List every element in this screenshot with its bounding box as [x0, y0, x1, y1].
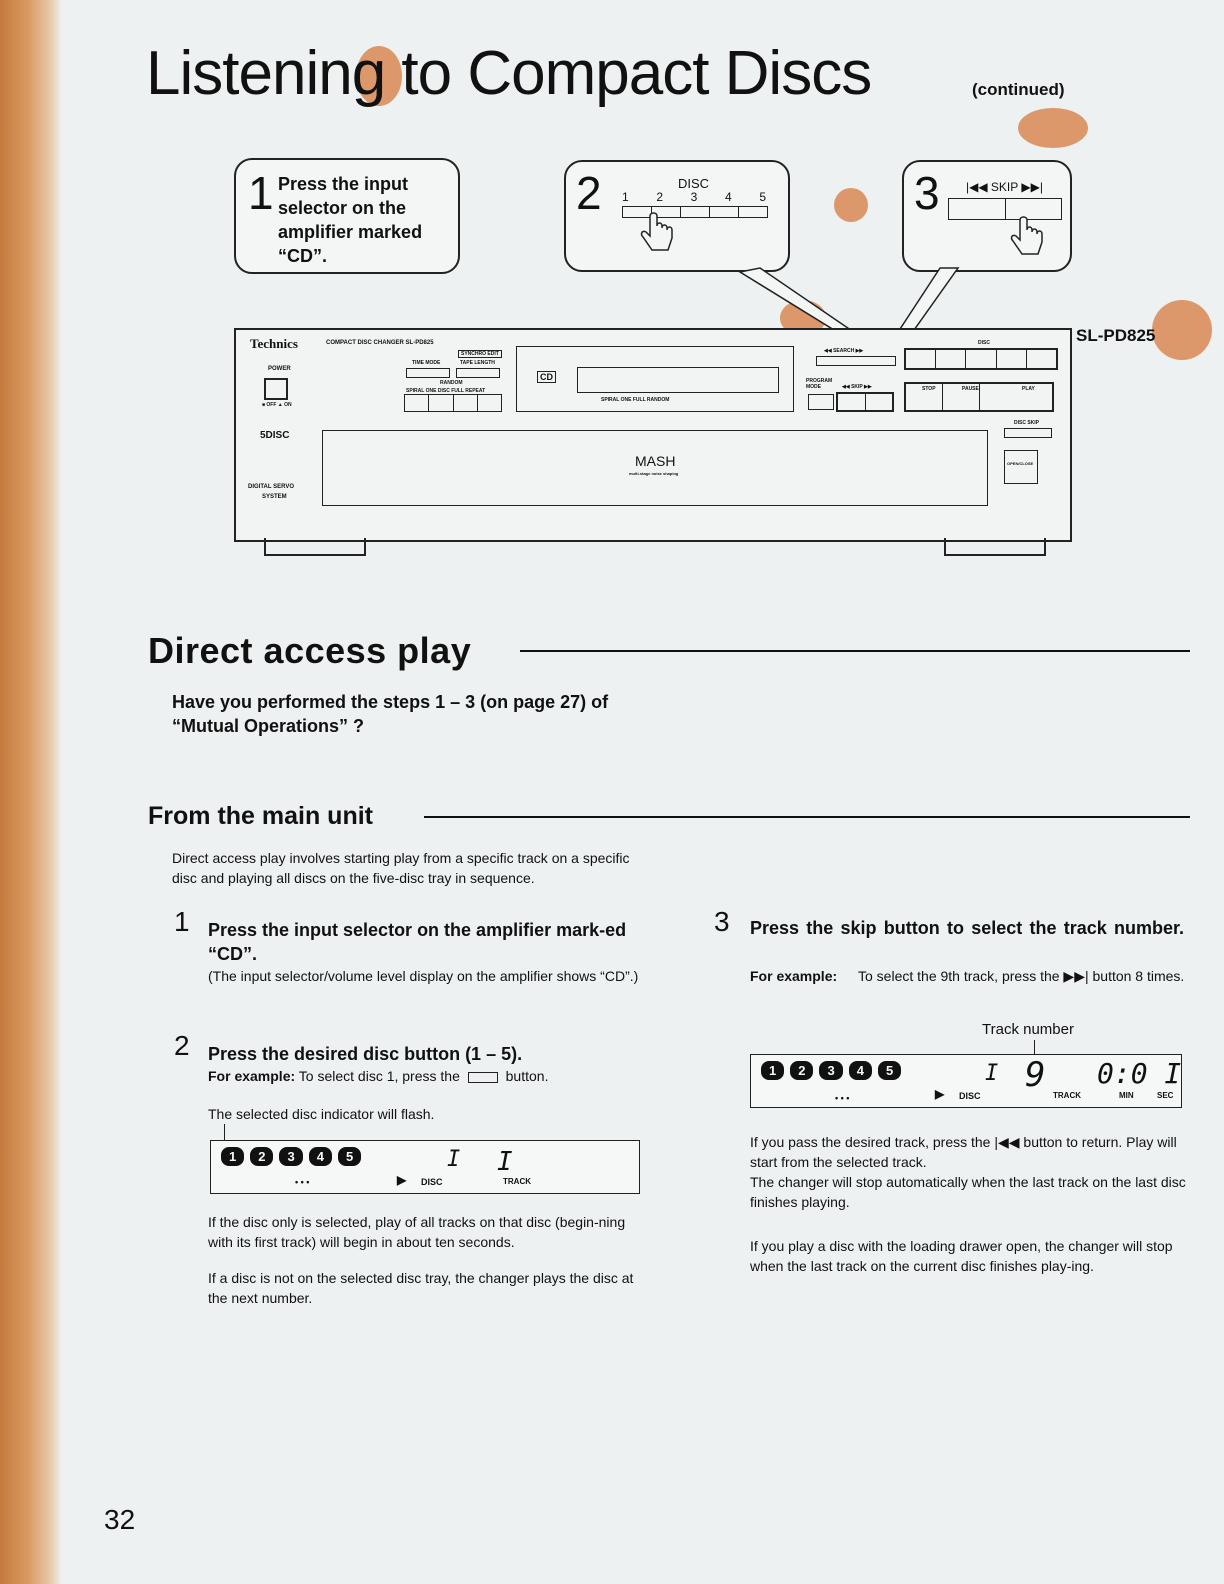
program-mode-button[interactable] [808, 394, 834, 410]
tape-length-label: TAPE LENGTH [460, 360, 495, 366]
skip-buttons[interactable] [836, 392, 894, 412]
disc-indicator: 1 [761, 1061, 784, 1080]
example-text: To select disc 1, press the [298, 1068, 460, 1084]
disc-indicator: 2 [790, 1061, 813, 1080]
example-text: To select the 9th track, press the ▶▶| button 8 times. [858, 968, 1185, 984]
step-paragraph: If a disc is not on the selected disc tray, the changer plays the disc at the next number. [208, 1270, 634, 1306]
disc-indicator-row [221, 1147, 361, 1166]
disc-digit: I [985, 1061, 999, 1086]
skip-forward-button[interactable] [866, 394, 893, 410]
disc-button-4[interactable] [997, 350, 1027, 368]
callout-number: 3 [914, 167, 940, 219]
stop-button[interactable] [906, 384, 943, 410]
disc-number: 1 [622, 190, 629, 204]
digital-servo-label: DIGITAL SERVO [248, 484, 295, 490]
search-button[interactable] [816, 356, 896, 366]
pause-button[interactable] [943, 384, 980, 410]
track-digit: 9 [1025, 1055, 1046, 1095]
example-suffix: button. [505, 1068, 549, 1084]
disc-button-2[interactable] [936, 350, 966, 368]
disc-indicator: 4 [309, 1147, 332, 1166]
track-number-label: Track number [982, 1021, 1074, 1038]
skip-back-button[interactable] [838, 394, 866, 410]
min-label: MIN [1119, 1091, 1134, 1100]
track-label: TRACK [1053, 1091, 1081, 1100]
random-label: RANDOM [440, 380, 463, 386]
tape-length-button[interactable] [456, 368, 500, 378]
disc-button-3[interactable] [966, 350, 996, 368]
stop-label: STOP [922, 386, 936, 392]
step-example [208, 1066, 648, 1086]
display-dots: • • • [295, 1177, 310, 1187]
time-mode-button[interactable] [406, 368, 450, 378]
power-button[interactable] [264, 378, 288, 400]
cd-changer-illustration [234, 328, 1072, 542]
disc-number: 4 [724, 190, 732, 204]
mash-logo: MASH [635, 453, 676, 469]
mode-button-row[interactable] [404, 394, 502, 412]
display-dots: • • • [835, 1093, 850, 1103]
pause-label: PAUSE [962, 386, 979, 392]
mode-buttons-label: SPIRAL ONE DISC FULL REPEAT [406, 388, 486, 394]
callout-text: Press the input selector on the amplifier marked “CD”. [278, 174, 423, 266]
step-number: 3 [714, 906, 730, 937]
indicator-note: The selected disc indicator will flash. [208, 1106, 435, 1122]
device-skip-label: ◀◀ SKIP ▶▶ [842, 384, 872, 390]
step-example [750, 966, 1190, 986]
step-note: (The input selector/volume level display on the amplifier shows “CD”.) [208, 968, 639, 984]
display-panel-track [750, 1054, 1182, 1108]
disc-indicator: 5 [878, 1061, 901, 1080]
disc-tray [322, 430, 988, 506]
disc-indicator: 3 [819, 1061, 842, 1080]
search-label: ◀◀ SEARCH ▶▶ [824, 348, 864, 354]
sec-label: SEC [1157, 1091, 1174, 1100]
brand-logo: Technics [250, 336, 298, 351]
disc-label: DISC [678, 176, 710, 191]
disc-indicator: 2 [250, 1147, 273, 1166]
open-close-label: OPEN/CLOSE [1007, 461, 1034, 466]
time-mode-label: TIME MODE [412, 360, 441, 366]
skip-label: SKIP [990, 180, 1019, 194]
play-indicator-icon: ▶ [397, 1173, 407, 1187]
spiral-button[interactable] [405, 395, 429, 411]
step-heading: Press the desired disc button (1 – 5). [208, 1044, 523, 1064]
open-close-button[interactable] [1004, 450, 1038, 484]
subsection-heading: From the main unit [148, 802, 373, 830]
five-disc-label: 5DISC [260, 430, 290, 441]
example-label: For example: [750, 968, 838, 984]
transport-buttons[interactable] [904, 382, 1054, 412]
subsection-heading-rule [424, 816, 1190, 818]
track-label: TRACK [503, 1177, 531, 1186]
disc-button-icon [468, 1072, 498, 1083]
disc-indicator: 3 [279, 1147, 302, 1166]
one-disc-button[interactable] [429, 395, 453, 411]
play-label: PLAY [1022, 386, 1035, 392]
disc-buttons[interactable] [904, 348, 1058, 370]
display-window [516, 346, 794, 412]
system-label: SYSTEM [262, 494, 287, 500]
disc-indicator: 5 [338, 1147, 361, 1166]
disc-indicator: 4 [849, 1061, 872, 1080]
disc-skip-button[interactable] [1004, 428, 1052, 438]
step-number: 2 [174, 1030, 190, 1061]
full-button[interactable] [454, 395, 478, 411]
display-modes-label: SPIRAL ONE FULL RANDOM [601, 397, 670, 403]
disc-number: 5 [759, 190, 766, 204]
disc-indicator-row [761, 1061, 901, 1080]
disc-skip-label: DISC SKIP [1014, 420, 1040, 426]
disc-number: 3 [690, 190, 698, 204]
step-number: 1 [174, 906, 190, 937]
display-screen [577, 367, 779, 393]
page-title: Listening to Compact Discs [146, 39, 872, 108]
device-disc-label: DISC [978, 340, 990, 346]
device-foot-left [264, 538, 366, 556]
example-label: For example: [208, 1068, 296, 1084]
prerequisite-note: Have you performed the steps 1 – 3 (on page 27) of “Mutual Operations” ? [172, 692, 609, 736]
step-heading: Press the skip button to select the track number. [750, 918, 1184, 938]
skip-back-icon: |◀◀ [966, 180, 991, 194]
disc-label: DISC [959, 1091, 981, 1101]
play-indicator-icon: ▶ [935, 1087, 945, 1101]
disc-logo-icon: CD [537, 371, 556, 383]
page-number: 32 [104, 1504, 136, 1535]
step-heading: Press the input selector on the amplifier mark-ed “CD”. [208, 920, 627, 964]
step-paragraph: If the disc only is selected, play of all tracks on that disc (begin-ning with its first track) will begin in about ten seconds. [208, 1214, 626, 1250]
time-digits: 0:0 I [1097, 1057, 1182, 1090]
disc-indicator: 1 [221, 1147, 244, 1166]
skip-forward-icon: ▶▶| [1018, 180, 1043, 194]
section-intro: Direct access play involves starting play from a specific track on a specific disc and playing all discs on the five-disc tray in sequence. [172, 850, 630, 886]
power-label: POWER [268, 366, 291, 372]
program-mode-label: PROGRAM MODE [806, 378, 833, 390]
mash-subtitle: multi-stage noise shaping [629, 471, 679, 476]
disc-digit: I [447, 1147, 461, 1172]
disc-label: DISC [421, 1177, 443, 1187]
disc-button-5[interactable] [1027, 350, 1056, 368]
step-paragraph: If you play a disc with the loading drawer open, the changer will stop when the last track on the current disc finishes play-ing. [750, 1238, 1173, 1274]
disc-button-1[interactable] [906, 350, 936, 368]
model-name: SL-PD825 [1076, 326, 1156, 345]
synchro-edit-label: SYNCHRO EDIT [458, 350, 502, 358]
play-button[interactable] [980, 384, 1052, 410]
repeat-button[interactable] [478, 395, 501, 411]
disc-number: 2 [656, 190, 664, 204]
step-paragraph: If you pass the desired track, press the |◀◀ button to return. Play will start from the selected track. [750, 1134, 1177, 1170]
power-state: ■ OFF ▲ ON [262, 402, 292, 408]
model-line: COMPACT DISC CHANGER SL-PD825 [326, 340, 434, 346]
device-foot-right [944, 538, 1046, 556]
display-panel-disc [210, 1140, 640, 1194]
step-paragraph: The changer will stop automatically when the last track on the last disc finishes playing. [750, 1174, 1186, 1210]
section-heading-rule [520, 650, 1190, 652]
title-continued: (continued) [972, 80, 1065, 99]
callout-number: 2 [576, 167, 602, 219]
callout-number: 1 [248, 167, 274, 219]
track-digit: I [497, 1147, 513, 1177]
section-heading: Direct access play [148, 630, 472, 671]
